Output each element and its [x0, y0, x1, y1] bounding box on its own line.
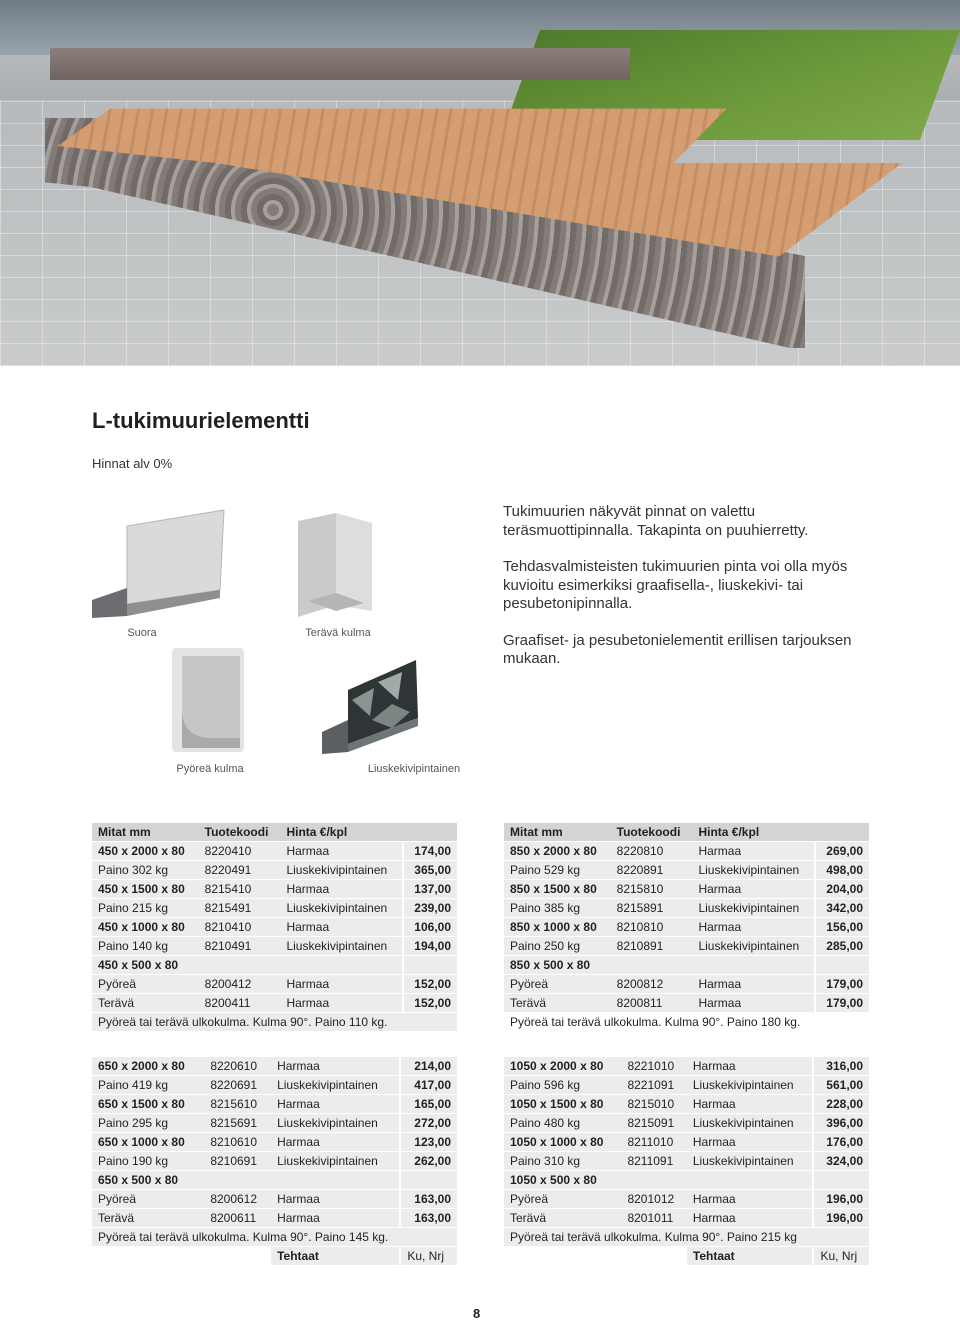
table-row: Paino 385 kg 8215891 Liuskekivipintainen 342,00	[504, 899, 869, 917]
hero-photo	[0, 0, 960, 366]
table-row: Paino 140 kg 8210491 Liuskekivipintainen 194,00	[92, 937, 457, 955]
table-note-row	[504, 1013, 869, 1031]
factory-label: Tehtaat	[271, 1247, 399, 1265]
table-row: Terävä 8201011 Harmaa 196,00	[504, 1209, 869, 1227]
page-number: 8	[473, 1306, 481, 1321]
header-dims: Mitat mm	[504, 823, 611, 841]
table-row: Paino 250 kg 8210891 Liuskekivipintainen 285,00	[504, 937, 869, 955]
price-table-450	[92, 822, 457, 1032]
table-row: 1050 x 2000 x 80 8221010 Harmaa 316,00	[504, 1057, 869, 1075]
caption-round: Pyöreä kulma	[176, 763, 244, 775]
description-paragraph: Graafiset- ja pesubetonielementit erillisen tarjouksen mukaan.	[503, 631, 852, 667]
sharp-corner-image	[298, 513, 374, 621]
table-row: Paino 310 kg 8211091 Liuskekivipintainen 324,00	[504, 1152, 869, 1170]
factory-value: Ku, Nrj	[399, 1247, 457, 1265]
table-row: Paino 215 kg 8215491 Liuskekivipintainen 239,00	[92, 899, 457, 917]
factory-row	[504, 1247, 869, 1265]
table-row: 650 x 2000 x 80 8220610 Harmaa 214,00	[92, 1057, 457, 1075]
table-row: 1050 x 500 x 80	[504, 1171, 869, 1189]
table-header	[92, 823, 457, 841]
table-row: Terävä 8200611 Harmaa 163,00	[92, 1209, 457, 1227]
table-note: Pyöreä tai terävä ulkokulma. Kulma 90°. Paino 180 kg.	[504, 1013, 869, 1031]
table-row: 850 x 500 x 80	[504, 956, 869, 974]
table-row: Pyöreä 8200412 Harmaa 152,00	[92, 975, 457, 993]
caption-slate: Liuskekivipintainen	[367, 763, 461, 775]
caption-sharp: Terävä kulma	[305, 627, 371, 639]
table-row: Paino 480 kg 8215091 Liuskekivipintainen 396,00	[504, 1114, 869, 1132]
table-row: Paino 529 kg 8220891 Liuskekivipintainen 498,00	[504, 861, 869, 879]
table-row: Paino 419 kg 8220691 Liuskekivipintainen 417,00	[92, 1076, 457, 1094]
table-note-row	[92, 1228, 457, 1246]
table-row: Pyöreä 8200812 Harmaa 179,00	[504, 975, 869, 993]
table-row: 450 x 1500 x 80 8215410 Harmaa 137,00	[92, 880, 457, 898]
table-note-row	[504, 1228, 869, 1246]
table-row: Pyöreä 8201012 Harmaa 196,00	[504, 1190, 869, 1208]
table-row: Pyöreä 8200612 Harmaa 163,00	[92, 1190, 457, 1208]
header-code: Tuotekoodi	[611, 823, 693, 841]
price-table-850	[504, 822, 869, 1032]
round-corner-image	[172, 648, 244, 752]
table-row: 1050 x 1500 x 80 8215010 Harmaa 228,00	[504, 1095, 869, 1113]
price-table-650	[92, 1056, 457, 1266]
caption-straight: Suora	[127, 627, 157, 639]
description	[503, 503, 863, 687]
table-row: Paino 596 kg 8221091 Liuskekivipintainen 561,00	[504, 1076, 869, 1094]
header-dims: Mitat mm	[92, 823, 199, 841]
table-row: 450 x 500 x 80	[92, 956, 457, 974]
page-title: L-tukimuurielementti	[92, 408, 310, 433]
header-price: Hinta €/kpl	[692, 823, 814, 841]
description-paragraph: Tukimuurien näkyvät pinnat on valettu teräsmuottipinnalla. Takapinta on puuhierretty.	[503, 503, 809, 539]
hero-back-wall	[50, 48, 630, 80]
factory-label: Tehtaat	[687, 1247, 813, 1265]
header-empty	[814, 823, 869, 841]
slate-element-image	[322, 660, 422, 756]
table-row: Paino 302 kg 8220491 Liuskekivipintainen 365,00	[92, 861, 457, 879]
table-row: 1050 x 1000 x 80 8211010 Harmaa 176,00	[504, 1133, 869, 1151]
table-row: 450 x 2000 x 80 8220410 Harmaa 174,00	[92, 842, 457, 860]
table-row: Paino 295 kg 8215691 Liuskekivipintainen 272,00	[92, 1114, 457, 1132]
header-empty	[402, 823, 457, 841]
straight-element-image	[92, 508, 232, 620]
table-note-row	[92, 1013, 457, 1031]
header-price: Hinta €/kpl	[280, 823, 402, 841]
description-paragraph: Tehdasvalmisteisten tukimuurien pinta voi olla myös kuvioitu esimerkiksi graafisella-, liuskekivi- tai pesubetonipinnalla.	[503, 558, 848, 612]
table-note: Pyöreä tai terävä ulkokulma. Kulma 90°. Paino 145 kg.	[92, 1228, 457, 1246]
factory-value: Ku, Nrj	[812, 1247, 869, 1265]
header-code: Tuotekoodi	[199, 823, 281, 841]
table-row: 650 x 500 x 80	[92, 1171, 457, 1189]
factory-row	[92, 1247, 457, 1265]
table-row: 850 x 1000 x 80 8210810 Harmaa 156,00	[504, 918, 869, 936]
table-row: 850 x 2000 x 80 8220810 Harmaa 269,00	[504, 842, 869, 860]
table-row: Terävä 8200411 Harmaa 152,00	[92, 994, 457, 1012]
table-row: Paino 190 kg 8210691 Liuskekivipintainen 262,00	[92, 1152, 457, 1170]
price-table-1050	[504, 1056, 869, 1266]
table-row: Terävä 8200811 Harmaa 179,00	[504, 994, 869, 1012]
table-row: 450 x 1000 x 80 8210410 Harmaa 106,00	[92, 918, 457, 936]
table-row: 850 x 1500 x 80 8215810 Harmaa 204,00	[504, 880, 869, 898]
price-note: Hinnat alv 0%	[92, 456, 173, 471]
table-header	[504, 823, 869, 841]
table-row: 650 x 1500 x 80 8215610 Harmaa 165,00	[92, 1095, 457, 1113]
table-note: Pyöreä tai terävä ulkokulma. Kulma 90°. Paino 215 kg	[504, 1228, 869, 1246]
table-row: 650 x 1000 x 80 8210610 Harmaa 123,00	[92, 1133, 457, 1151]
table-note: Pyöreä tai terävä ulkokulma. Kulma 90°. Paino 110 kg.	[92, 1013, 457, 1031]
